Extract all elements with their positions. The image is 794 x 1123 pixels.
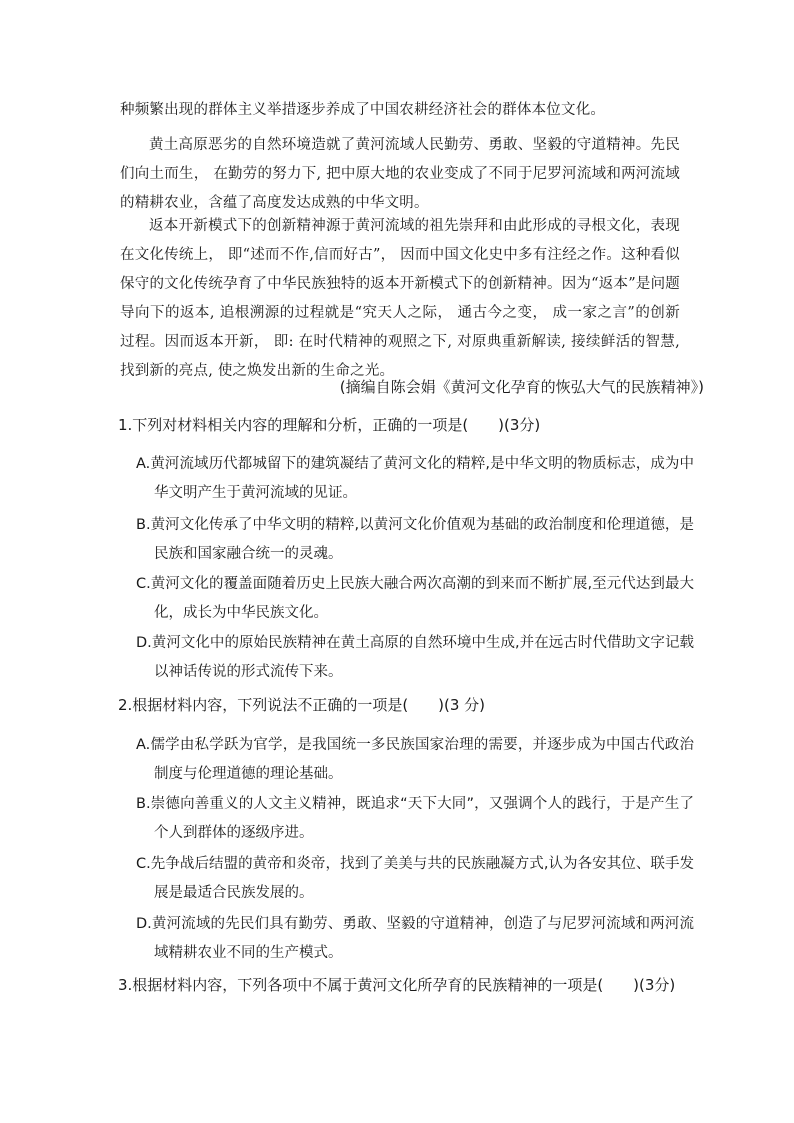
passage-paragraph-3: 返本开新模式下的创新精神源于黄河流域的祖先崇拜和由此形成的寻根文化，表现在文化传统上， 即“述而不作,信而好古”， 因而中国文化史中多有注经之作。这种看似保守的文化传统孕育了中华民族独特的返本开新模式下的创新精神。因为“返本”是问题导向下的返本, 追根溯源的过程就是“究天人之际， 通古今之变， 成一家之言”的创新过程。因而返本开新， 即: 在时代精神的观照之下, 对原典重新解读, 接续鲜活的智慧, 找到新的亮点, 使之焕发出新的生命之光。 — [120, 218, 680, 379]
question-1-option-b[interactable]: B.黄河文化传承了中华文明的精粹,以黄河文化价值观为基础的政治制度和伦理道德，是民族和国家融合统一的灵魂。 — [136, 517, 694, 562]
question-2-option-b[interactable]: B.崇德向善重义的人文主义精神，既追求“天下大同”，又强调个人的践行，于是产生了个人到群体的逐级序进。 — [136, 796, 694, 841]
passage-paragraph-2: 黄土高原恶劣的自然环境造就了黄河流域人民勤劳、勇敢、坚毅的守道精神。先民们向土而生， 在勤劳的努力下, 把中原大地的农业变成了不同于尼罗河流域和两河流域的精耕农业，含蕴了高度发达成熟的中华文明。 — [120, 137, 680, 211]
source-citation: (摘编自陈会娟《黄河文化孕育的恢弘大气的民族精神》) — [339, 378, 704, 396]
question-2-stem: 2.根据材料内容，下列说法不正确的一项是( )(3 分) — [118, 696, 486, 714]
question-2-option-a[interactable]: A.儒学由私学跃为官学，是我国统一多民族国家治理的需要，并逐步成为中国古代政治制度与伦理道德的理论基础。 — [136, 737, 694, 782]
passage-paragraph-1: 种频繁出现的群体主义举措逐步养成了中国农耕经济社会的群体本位文化。 — [120, 102, 606, 118]
question-1-option-d[interactable]: D.黄河文化中的原始民族精神在黄土高原的自然环境中生成,并在远古时代借助文字记载以神话传说的形式流传下来。 — [136, 635, 694, 680]
question-3-stem: 3.根据材料内容，下列各项中不属于黄河文化所孕育的民族精神的一项是( )(3分) — [118, 976, 676, 994]
question-1-option-a[interactable]: A.黄河流域历代都城留下的建筑凝结了黄河文化的精粹,是中华文明的物质标志，成为中华文明产生于黄河流域的见证。 — [136, 456, 694, 501]
question-1-option-c[interactable]: C.黄河文化的覆盖面随着历史上民族大融合两次高潮的到来而不断扩展,至元代达到最大化，成长为中华民族文化。 — [136, 576, 694, 621]
question-2-option-c[interactable]: C.先争战后结盟的黄帝和炎帝，找到了美美与共的民族融凝方式,认为各安其位、联手发展是最适合民族发展的。 — [136, 856, 694, 901]
question-2-option-d[interactable]: D.黄河流域的先民们具有勤劳、勇敢、坚毅的守道精神，创造了与尼罗河流域和两河流域精耕农业不同的生产模式。 — [136, 916, 694, 961]
question-1-stem: 1.下列对材料相关内容的理解和分析，正确的一项是( )(3分) — [118, 416, 541, 434]
